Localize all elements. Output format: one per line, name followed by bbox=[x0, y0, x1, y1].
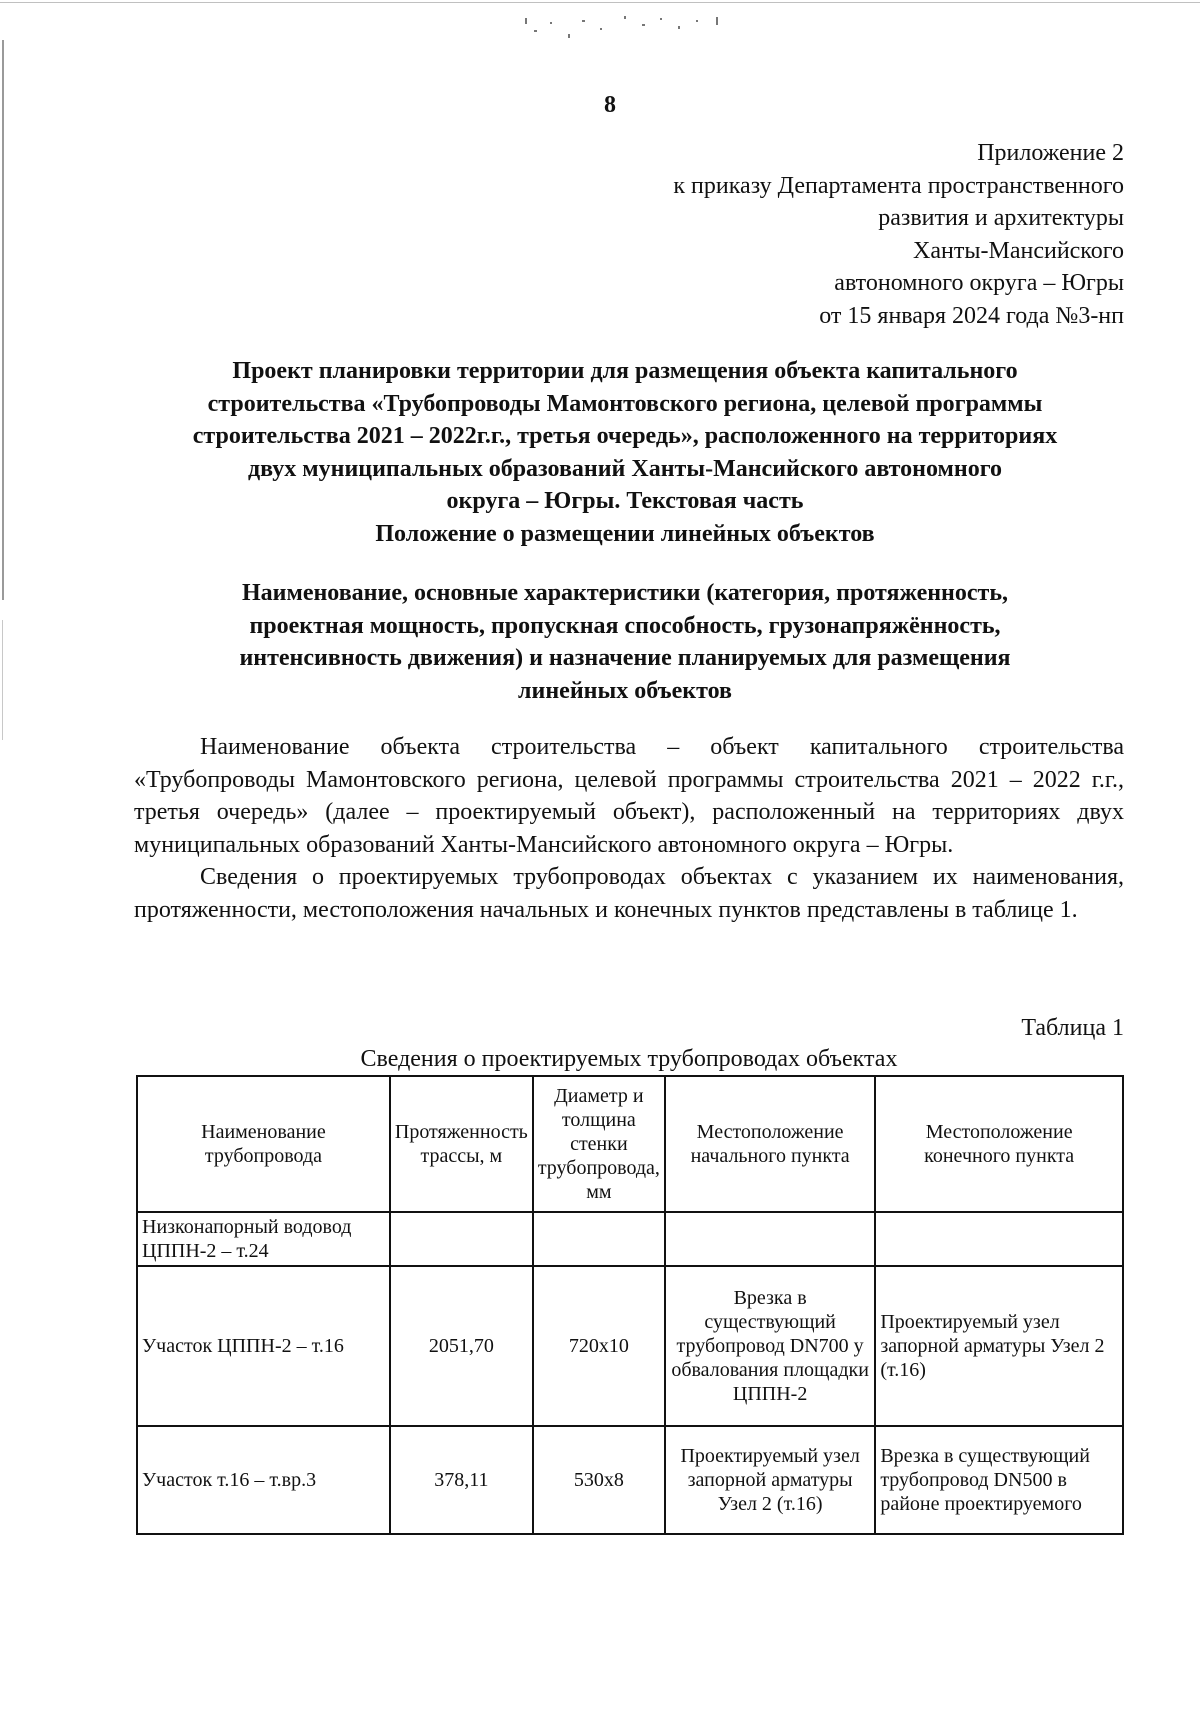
title-line: округа – Югры. Текстовая часть bbox=[446, 488, 804, 514]
appendix-line: к приказу Департамента пространственного bbox=[673, 172, 1124, 199]
table-row bbox=[137, 1212, 1123, 1266]
table-header-row bbox=[137, 1076, 1123, 1212]
table-header-cell: Протяженность трассы, м bbox=[390, 1076, 533, 1212]
table-cell: Низконапорный водовод ЦППН-2 – т.24 bbox=[137, 1212, 390, 1266]
scan-left-border-lower bbox=[2, 620, 3, 740]
appendix-header bbox=[484, 137, 1124, 332]
table-cell bbox=[533, 1212, 665, 1266]
table-row bbox=[137, 1426, 1123, 1534]
title-line: Проект планировки территории для размещения объекта капитального bbox=[232, 358, 1018, 384]
table-caption: Сведения о проектируемых трубопроводах объектах bbox=[360, 1046, 898, 1072]
table-cell: 720х10 bbox=[533, 1266, 665, 1426]
table-number-label: Таблица 1 bbox=[1021, 1015, 1124, 1041]
subtitle-line: проектная мощность, пропускная способность, грузонапряжённость, bbox=[249, 612, 1001, 639]
appendix-line: Приложение 2 bbox=[977, 140, 1124, 166]
table-header-cell: Диаметр и толщина стенки трубопровода, мм bbox=[533, 1076, 665, 1212]
table-header-cell: Местоположение начального пункта bbox=[665, 1076, 875, 1212]
table-row bbox=[137, 1266, 1123, 1426]
appendix-line: развития и архитектуры bbox=[878, 205, 1124, 231]
table-cell: 530х8 bbox=[533, 1426, 665, 1534]
page-number: 8 bbox=[604, 92, 616, 118]
table-cell: Врезка в существующий трубопровод DN700 у обвалования площадки ЦППН-2 bbox=[665, 1266, 875, 1426]
pipelines-table bbox=[136, 1075, 1124, 1535]
table-header-cell: Наименование трубопровода bbox=[137, 1076, 390, 1212]
subtitle-line: интенсивность движения) и назначение планируемых для размещения bbox=[239, 645, 1011, 671]
scan-top-border bbox=[0, 2, 1200, 3]
title-line: двух муниципальных образований Ханты-Мансийского автономного bbox=[247, 455, 1003, 482]
body-text bbox=[134, 731, 1124, 926]
table-cell: Проектируемый узел запорной арматуры Узел 2 (т.16) bbox=[875, 1266, 1123, 1426]
document-title bbox=[126, 355, 1124, 550]
table-cell: Проектируемый узел запорной арматуры Узел 2 (т.16) bbox=[665, 1426, 875, 1534]
scan-left-border bbox=[2, 40, 4, 600]
appendix-line: автономного округа – Югры bbox=[834, 270, 1124, 296]
title-line: строительства «Трубопроводы Мамонтовского региона, целевой программы bbox=[207, 390, 1043, 417]
table-header-cell: Местоположение конечного пункта bbox=[875, 1076, 1123, 1212]
scan-noise-marks bbox=[520, 8, 740, 48]
subtitle-line: линейных объектов bbox=[518, 677, 732, 704]
appendix-line: Ханты-Мансийского bbox=[913, 237, 1124, 264]
table-cell bbox=[665, 1212, 875, 1266]
title-line: строительства 2021 – 2022г.г., третья очередь», расположенного на территориях bbox=[192, 423, 1058, 449]
appendix-line: от 15 января 2024 года №3-нп bbox=[819, 302, 1124, 329]
paragraph: Сведения о проектируемых трубопроводах объектах с указанием их наименования, протяженности, местоположения начальных и конечных пунктов представлены в таблице 1. bbox=[134, 864, 1124, 923]
table-cell: Участок ЦППН-2 – т.16 bbox=[137, 1266, 390, 1426]
title-line: Положение о размещении линейных объектов bbox=[375, 520, 875, 547]
section-heading bbox=[126, 577, 1124, 707]
paragraph: Наименование объекта строительства – объект капитального строительства «Трубопроводы Мамонтовского региона, целевой программы строительства 2021 – 2022 г.г., третья очередь» (далее – проектируемый объект), расположенный на территориях двух муниципальных образований Ханты-Мансийского автономного округа – Югры. bbox=[134, 734, 1124, 858]
table-cell bbox=[875, 1212, 1123, 1266]
table-cell: Участок т.16 – т.вр.3 bbox=[137, 1426, 390, 1534]
table-cell: Врезка в существующий трубопровод DN500 в районе проектируемого bbox=[875, 1426, 1123, 1534]
table-cell bbox=[390, 1212, 533, 1266]
table-cell: 2051,70 bbox=[390, 1266, 533, 1426]
table-cell: 378,11 bbox=[390, 1426, 533, 1534]
subtitle-line: Наименование, основные характеристики (категория, протяженность, bbox=[241, 580, 1009, 606]
